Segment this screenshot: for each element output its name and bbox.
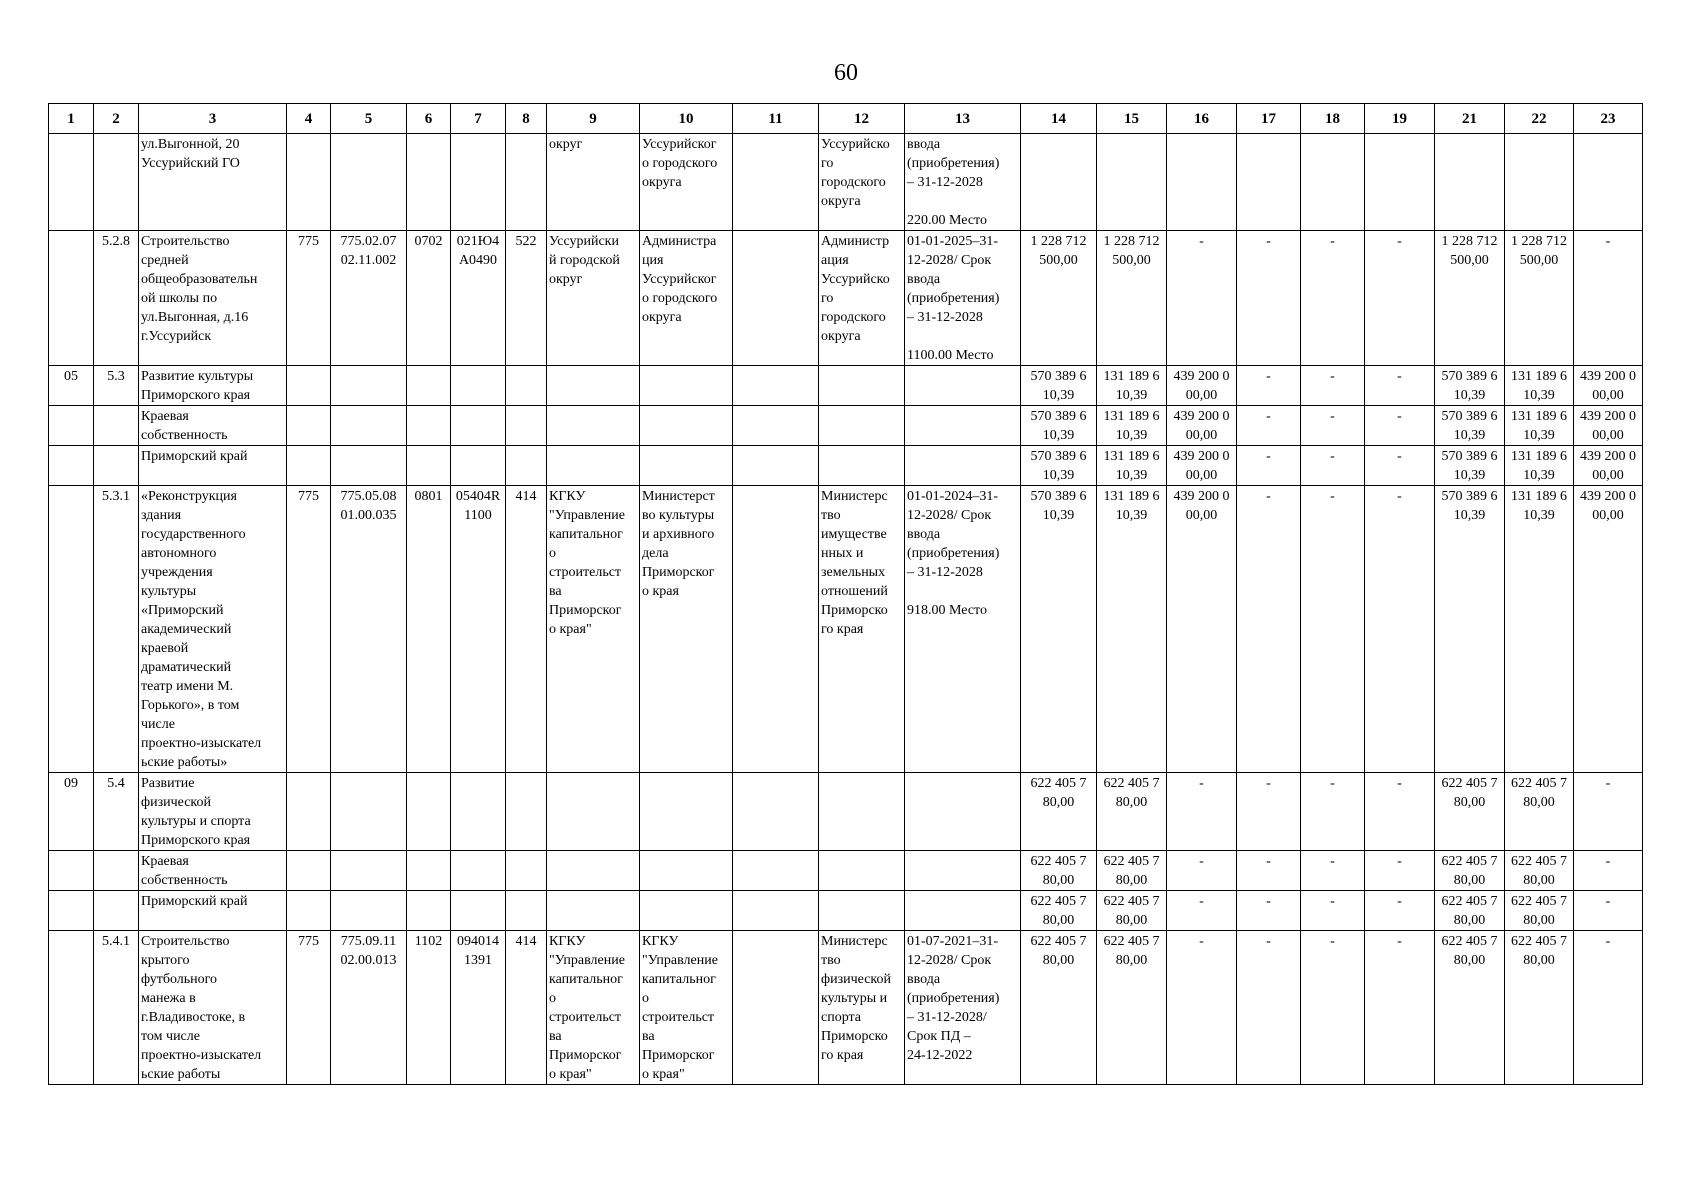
table-cell-c8: 414 [506,931,547,1085]
table-cell-c9 [547,851,640,891]
table-cell-c5 [331,891,407,931]
table-cell-c9 [547,406,640,446]
table-cell-c8 [506,851,547,891]
table-cell-c21: 1 228 712 500,00 [1435,231,1505,366]
header-cell: 13 [905,104,1021,134]
table-cell-c12 [819,366,905,406]
table-cell-c7: 094014 1391 [451,931,506,1085]
table-cell-c2: 5.3.1 [94,486,139,773]
table-cell-c12 [819,406,905,446]
table-cell-c15: 1 228 712 500,00 [1097,231,1167,366]
table-cell-c4: 775 [287,231,331,366]
table-cell-c4 [287,406,331,446]
table-cell-c22: 131 189 6 10,39 [1505,366,1574,406]
table-row [49,134,1643,231]
table-cell-c18: - [1301,931,1365,1085]
header-cell: 21 [1435,104,1505,134]
table-cell-c16: 439 200 0 00,00 [1167,486,1237,773]
table-cell-c18: - [1301,231,1365,366]
table-cell-c7 [451,134,506,231]
table-cell-c1 [49,486,94,773]
table-cell-c8 [506,134,547,231]
table-row [49,446,1643,486]
table-cell-c16: - [1167,851,1237,891]
table-cell-c21: 622 405 7 80,00 [1435,891,1505,931]
table-cell-c15: 622 405 7 80,00 [1097,891,1167,931]
header-cell: 17 [1237,104,1301,134]
table-cell-c4 [287,446,331,486]
table-cell-c17: - [1237,851,1301,891]
table-cell-c4 [287,134,331,231]
data-table [48,103,1643,1085]
table-cell-c23: 439 200 0 00,00 [1574,406,1643,446]
table-cell-c2 [94,851,139,891]
table-cell-c6: 1102 [407,931,451,1085]
table-cell-c16 [1167,134,1237,231]
table-cell-c2 [94,134,139,231]
table-cell-c3: Краевая собственность [139,406,287,446]
header-cell: 18 [1301,104,1365,134]
table-cell-c22: 131 189 6 10,39 [1505,486,1574,773]
table-cell-c7: 05404R 1100 [451,486,506,773]
page-number: 60 [834,60,858,86]
table-row [49,406,1643,446]
table-cell-c5: 775.09.11 02.00.013 [331,931,407,1085]
table-cell-c8 [506,446,547,486]
table-cell-c11 [733,486,819,773]
header-cell: 14 [1021,104,1097,134]
table-cell-c18: - [1301,891,1365,931]
table-cell-c10 [640,773,733,851]
table-cell-c2 [94,446,139,486]
table-cell-c5 [331,134,407,231]
table-cell-c1 [49,134,94,231]
table-cell-c19: - [1365,486,1435,773]
header-cell: 8 [506,104,547,134]
header-cell: 22 [1505,104,1574,134]
table-cell-c19: - [1365,891,1435,931]
table-cell-c11 [733,851,819,891]
table-cell-c4 [287,891,331,931]
table-cell-c16: - [1167,891,1237,931]
header-cell: 15 [1097,104,1167,134]
table-cell-c22: 622 405 7 80,00 [1505,891,1574,931]
header-cell: 5 [331,104,407,134]
header-cell: 19 [1365,104,1435,134]
table-cell-c11 [733,231,819,366]
table-cell-c17: - [1237,231,1301,366]
table-cell-c9 [547,773,640,851]
table-cell-c19: - [1365,931,1435,1085]
table-cell-c6 [407,891,451,931]
table-cell-c15: 131 189 6 10,39 [1097,406,1167,446]
table-cell-c13 [905,891,1021,931]
table-cell-c6 [407,851,451,891]
table-cell-c17: - [1237,773,1301,851]
table-cell-c8: 522 [506,231,547,366]
table-cell-c14 [1021,134,1097,231]
table-cell-c7 [451,366,506,406]
table-cell-c12: Министерс тво имуществе нных и земельных отношений Приморско го края [819,486,905,773]
table-cell-c11 [733,366,819,406]
table-cell-c10 [640,366,733,406]
table-row [49,366,1643,406]
table-cell-c8 [506,773,547,851]
table-cell-c13 [905,366,1021,406]
table-cell-c1 [49,931,94,1085]
table-cell-c13: 01-01-2025–31- 12-2028/ Срок ввода (приобретения) – 31-12-2028 1100.00 Место [905,231,1021,366]
table-cell-c7 [451,773,506,851]
table-body [49,104,1643,1085]
table-row [49,231,1643,366]
table-cell-c5 [331,773,407,851]
table-cell-c5 [331,851,407,891]
table-cell-c19: - [1365,851,1435,891]
table-cell-c7 [451,891,506,931]
table-cell-c18: - [1301,446,1365,486]
table-cell-c9 [547,366,640,406]
table-cell-c14: 570 389 6 10,39 [1021,406,1097,446]
table-cell-c5 [331,446,407,486]
table-cell-c6: 0702 [407,231,451,366]
table-cell-c16: 439 200 0 00,00 [1167,446,1237,486]
table-cell-c22: 622 405 7 80,00 [1505,773,1574,851]
table-cell-c1 [49,231,94,366]
table-cell-c13 [905,406,1021,446]
table-cell-c6: 0801 [407,486,451,773]
table-cell-c2: 5.4.1 [94,931,139,1085]
table-cell-c2 [94,891,139,931]
table-cell-c19: - [1365,446,1435,486]
table-cell-c4 [287,366,331,406]
table-cell-c23: 439 200 0 00,00 [1574,446,1643,486]
header-cell: 10 [640,104,733,134]
table-cell-c18: - [1301,366,1365,406]
table-cell-c5 [331,406,407,446]
table-cell-c7 [451,406,506,446]
table-cell-c11 [733,406,819,446]
table-cell-c16: - [1167,773,1237,851]
table-cell-c14: 622 405 7 80,00 [1021,773,1097,851]
table-cell-c17: - [1237,486,1301,773]
table-cell-c22 [1505,134,1574,231]
header-cell: 4 [287,104,331,134]
header-cell: 6 [407,104,451,134]
table-cell-c4: 775 [287,486,331,773]
table-cell-c19: - [1365,773,1435,851]
table-cell-c18: - [1301,406,1365,446]
table-cell-c23: - [1574,231,1643,366]
table-cell-c17: - [1237,931,1301,1085]
table-cell-c9: Уссурийски й городской округ [547,231,640,366]
table-cell-c5: 775.02.07 02.11.002 [331,231,407,366]
table-cell-c23: 439 200 0 00,00 [1574,366,1643,406]
table-cell-c3: Краевая собственность [139,851,287,891]
table-cell-c15 [1097,134,1167,231]
table-cell-c23 [1574,134,1643,231]
table-cell-c18: - [1301,773,1365,851]
table-cell-c14: 622 405 7 80,00 [1021,891,1097,931]
header-cell: 12 [819,104,905,134]
header-cell: 7 [451,104,506,134]
table-cell-c12 [819,446,905,486]
table-cell-c1 [49,446,94,486]
table-cell-c10: Администра ция Уссурийског о городского округа [640,231,733,366]
table-cell-c8 [506,406,547,446]
table-cell-c6 [407,446,451,486]
table-cell-c14: 622 405 7 80,00 [1021,931,1097,1085]
table-cell-c3: Приморский край [139,891,287,931]
header-cell: 2 [94,104,139,134]
table-cell-c11 [733,134,819,231]
table-cell-c2: 5.3 [94,366,139,406]
table-cell-c12 [819,851,905,891]
table-cell-c13: ввода (приобретения) – 31-12-2028 220.00 Место [905,134,1021,231]
table-cell-c14: 570 389 6 10,39 [1021,446,1097,486]
table-cell-c7 [451,446,506,486]
table-cell-c17: - [1237,891,1301,931]
table-cell-c4 [287,773,331,851]
table-cell-c7 [451,851,506,891]
table-cell-c10: Министерст во культуры и архивного дела Приморског о края [640,486,733,773]
table-cell-c14: 622 405 7 80,00 [1021,851,1097,891]
table-cell-c16: 439 200 0 00,00 [1167,366,1237,406]
header-cell: 11 [733,104,819,134]
table-cell-c18 [1301,134,1365,231]
table-cell-c21: 622 405 7 80,00 [1435,851,1505,891]
table-cell-c22: 131 189 6 10,39 [1505,406,1574,446]
header-cell: 3 [139,104,287,134]
table-cell-c6 [407,134,451,231]
table-cell-c10 [640,446,733,486]
table-cell-c22: 622 405 7 80,00 [1505,851,1574,891]
table-cell-c15: 131 189 6 10,39 [1097,486,1167,773]
table-row [49,773,1643,851]
table-cell-c7: 021Ю4 А0490 [451,231,506,366]
table-cell-c10: Уссурийског о городского округа [640,134,733,231]
table-cell-c19 [1365,134,1435,231]
table-cell-c2 [94,406,139,446]
table-cell-c15: 622 405 7 80,00 [1097,773,1167,851]
table-cell-c13 [905,773,1021,851]
table-cell-c1 [49,406,94,446]
table-cell-c21: 622 405 7 80,00 [1435,931,1505,1085]
table-cell-c1 [49,851,94,891]
table-cell-c12: Администр ация Уссурийско го городского округа [819,231,905,366]
table-cell-c15: 622 405 7 80,00 [1097,851,1167,891]
table-cell-c14: 1 228 712 500,00 [1021,231,1097,366]
table-cell-c9 [547,446,640,486]
table-cell-c16: - [1167,231,1237,366]
table-cell-c1: 09 [49,773,94,851]
header-cell: 23 [1574,104,1643,134]
table-cell-c16: - [1167,931,1237,1085]
table-cell-c21: 570 389 6 10,39 [1435,446,1505,486]
table-cell-c9 [547,891,640,931]
table-cell-c23: - [1574,851,1643,891]
table-cell-c3: Развитие культуры Приморского края [139,366,287,406]
table-cell-c5 [331,366,407,406]
table-cell-c21: 570 389 6 10,39 [1435,366,1505,406]
table-cell-c22: 1 228 712 500,00 [1505,231,1574,366]
table-row [49,891,1643,931]
table-cell-c18: - [1301,486,1365,773]
table-cell-c18: - [1301,851,1365,891]
table-cell-c6 [407,366,451,406]
table-cell-c3: Строительство крытого футбольного манежа в г.Владивостоке, в том числе проектно-изыскател ьские работы [139,931,287,1085]
table-cell-c21: 622 405 7 80,00 [1435,773,1505,851]
table-cell-c13 [905,446,1021,486]
table-cell-c23: - [1574,891,1643,931]
header-row [49,104,1643,134]
table-row [49,486,1643,773]
table-cell-c1: 05 [49,366,94,406]
table-cell-c21: 570 389 6 10,39 [1435,406,1505,446]
table-cell-c1 [49,891,94,931]
table-row [49,931,1643,1085]
table-cell-c9: КГКУ "Управление капитальног о строительст ва Приморског о края" [547,486,640,773]
table-cell-c15: 622 405 7 80,00 [1097,931,1167,1085]
table-cell-c17: - [1237,406,1301,446]
table-cell-c8: 414 [506,486,547,773]
table-cell-c17: - [1237,446,1301,486]
header-cell: 16 [1167,104,1237,134]
table-cell-c12: Уссурийско го городского округа [819,134,905,231]
table-cell-c17 [1237,134,1301,231]
table-cell-c5: 775.05.08 01.00.035 [331,486,407,773]
header-cell: 9 [547,104,640,134]
table-cell-c2: 5.4 [94,773,139,851]
table-cell-c22: 622 405 7 80,00 [1505,931,1574,1085]
table-cell-c11 [733,446,819,486]
table-cell-c16: 439 200 0 00,00 [1167,406,1237,446]
table-cell-c11 [733,931,819,1085]
table-cell-c12: Министерс тво физической культуры и спорта Приморско го края [819,931,905,1085]
table-cell-c2: 5.2.8 [94,231,139,366]
table-cell-c10: КГКУ "Управление капитальног о строительст ва Приморског о края" [640,931,733,1085]
table-cell-c8 [506,891,547,931]
table-cell-c6 [407,406,451,446]
table-cell-c19: - [1365,406,1435,446]
table-cell-c12 [819,891,905,931]
table-cell-c3: Строительство средней общеобразовательн ой школы по ул.Выгонная, д.16 г.Уссурийск [139,231,287,366]
table-cell-c4 [287,851,331,891]
table-cell-c17: - [1237,366,1301,406]
table-cell-c12 [819,773,905,851]
table-cell-c10 [640,406,733,446]
table-cell-c3: ул.Выгонной, 20 Уссурийский ГО [139,134,287,231]
table-cell-c14: 570 389 6 10,39 [1021,486,1097,773]
table-cell-c22: 131 189 6 10,39 [1505,446,1574,486]
table-cell-c11 [733,891,819,931]
table-cell-c23: - [1574,931,1643,1085]
table-cell-c13: 01-07-2021–31- 12-2028/ Срок ввода (приобретения) – 31-12-2028/ Срок ПД – 24-12-2022 [905,931,1021,1085]
table-row [49,851,1643,891]
table-cell-c8 [506,366,547,406]
table-cell-c23: - [1574,773,1643,851]
table-cell-c11 [733,773,819,851]
table-cell-c4: 775 [287,931,331,1085]
table-cell-c9: КГКУ "Управление капитальног о строительст ва Приморског о края" [547,931,640,1085]
table-cell-c19: - [1365,231,1435,366]
table-cell-c9: округ [547,134,640,231]
table-cell-c21 [1435,134,1505,231]
table-cell-c13: 01-01-2024–31- 12-2028/ Срок ввода (приобретения) – 31-12-2028 918.00 Место [905,486,1021,773]
table-cell-c19: - [1365,366,1435,406]
table-cell-c6 [407,773,451,851]
table-cell-c15: 131 189 6 10,39 [1097,366,1167,406]
table-cell-c14: 570 389 6 10,39 [1021,366,1097,406]
table-cell-c3: Приморский край [139,446,287,486]
table-cell-c3: Развитие физической культуры и спорта Приморского края [139,773,287,851]
table-cell-c3: «Реконструкция здания государственного автономного учреждения культуры «Приморский академический краевой драматический театр имени М. Горького», в том числе проектно-изыскател ьские работы» [139,486,287,773]
table-cell-c10 [640,891,733,931]
table-cell-c13 [905,851,1021,891]
table-cell-c23: 439 200 0 00,00 [1574,486,1643,773]
table-cell-c21: 570 389 6 10,39 [1435,486,1505,773]
table-cell-c10 [640,851,733,891]
header-cell: 1 [49,104,94,134]
table-cell-c15: 131 189 6 10,39 [1097,446,1167,486]
